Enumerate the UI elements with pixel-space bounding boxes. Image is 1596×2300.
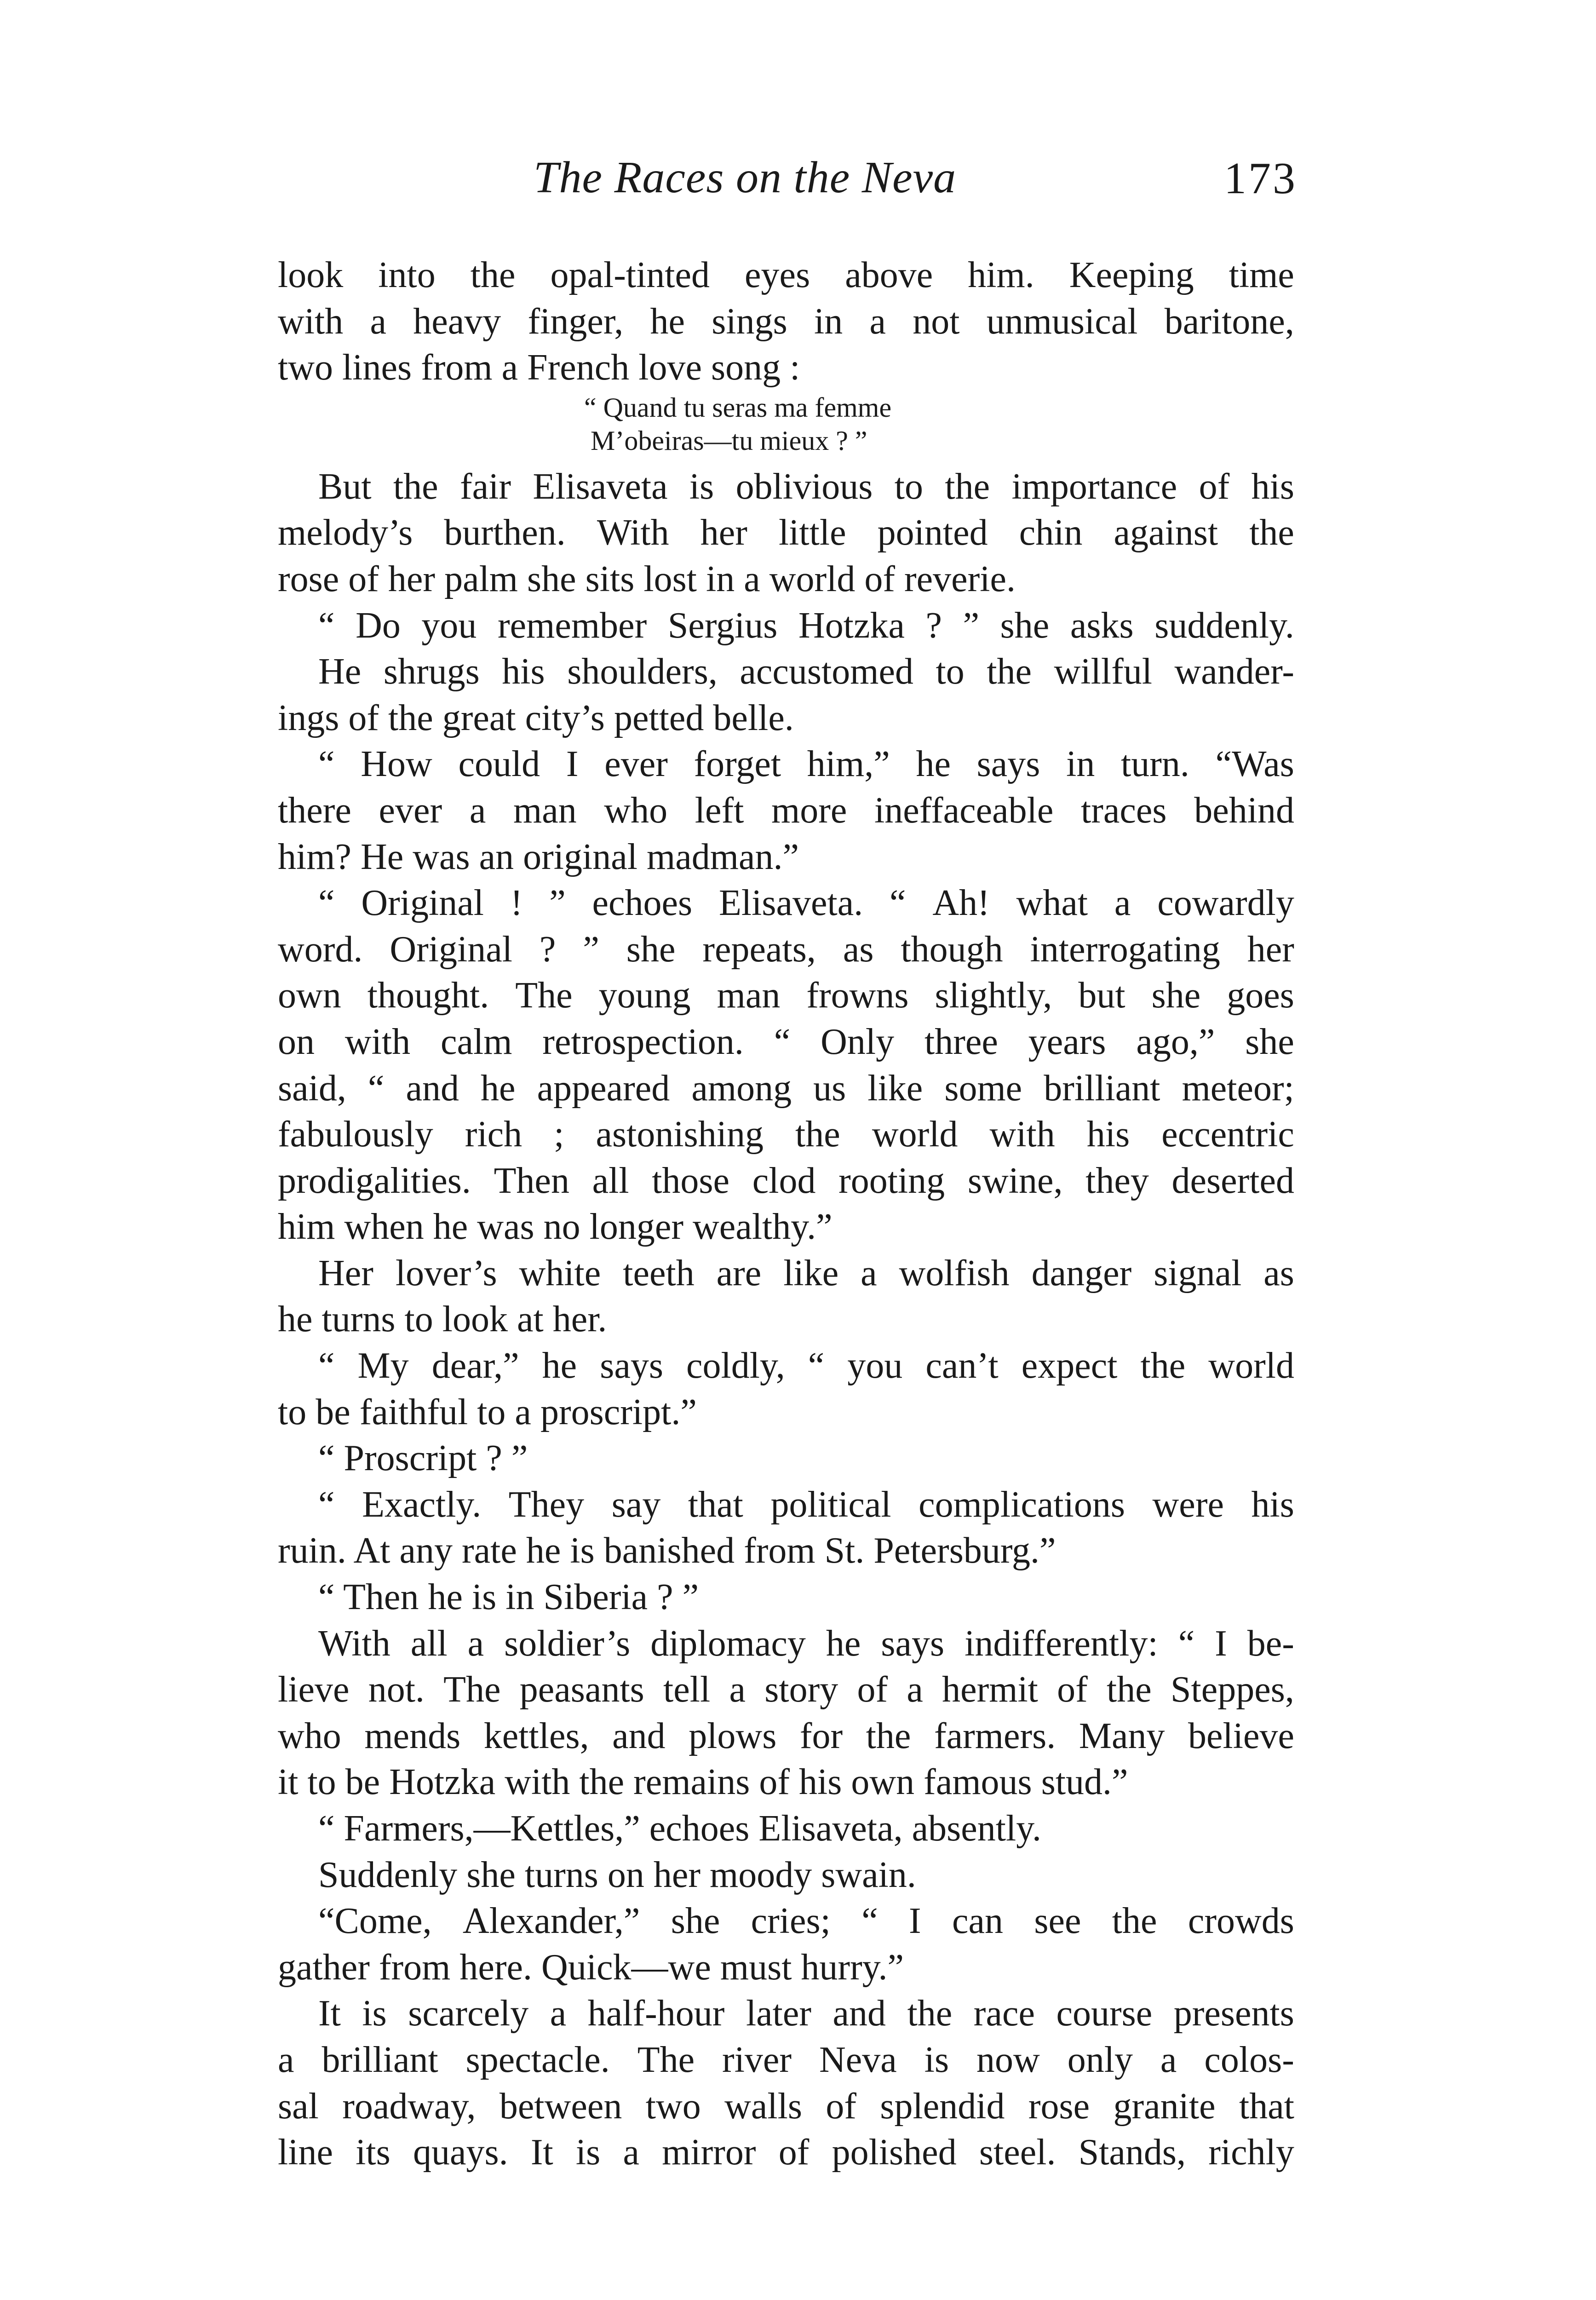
body-text [278, 252, 1294, 2176]
text-line: two lines from a French love song : [278, 347, 800, 388]
text-line: own thought. The young man frowns slightly, but she goes [278, 975, 1294, 1016]
text-line: “ Proscript ? ” [318, 1438, 528, 1479]
text-line: who mends kettles, and plows for the farmers. Many believe [278, 1715, 1294, 1756]
text-line: word. Original ? ” she repeats, as though interrogating her [278, 929, 1294, 970]
text-line: It is scarcely a half-hour later and the race course presents [318, 1993, 1294, 2034]
text-line: him? He was an original madman.” [278, 836, 799, 877]
text-line: ings of the great city’s petted belle. [278, 697, 794, 738]
text-line: prodigalities. Then all those clod rooting swine, they deserted [278, 1160, 1294, 1201]
text-line: on with calm retrospection. “ Only three years ago,” she [278, 1021, 1294, 1062]
text-line: “ Do you remember Sergius Hotzka ? ” she asks suddenly. [318, 605, 1294, 646]
text-line: “ Farmers,—Kettles,” echoes Elisaveta, absently. [318, 1808, 1042, 1849]
verse-line: M’obeiras—tu mieux ? ” [591, 425, 867, 456]
text-line: Suddenly she turns on her moody swain. [318, 1854, 916, 1895]
text-line: “ Then he is in Siberia ? ” [318, 1577, 699, 1618]
running-head [276, 152, 1297, 216]
text-line: “ Exactly. They say that political complications were his [318, 1484, 1294, 1525]
verse-line: “ Quand tu seras ma femme [584, 392, 892, 423]
text-line: “ My dear,” he says coldly, “ you can’t expect the world [318, 1346, 1294, 1386]
text-line: with a heavy finger, he sings in a not unmusical baritone, [278, 301, 1294, 342]
running-title: The Races on the Neva [534, 153, 957, 202]
text-line: it to be Hotzka with the remains of his own famous stud.” [278, 1762, 1128, 1803]
text-line: rose of her palm she sits lost in a world of reverie. [278, 558, 1016, 599]
text-line: ruin. At any rate he is banished from St. Petersburg.” [278, 1530, 1056, 1571]
text-line: With all a soldier’s diplomacy he says indifferently: “ I be- [318, 1623, 1294, 1664]
text-line: him when he was no longer wealthy.” [278, 1207, 832, 1248]
page-number: 173 [1224, 154, 1297, 203]
text-line: to be faithful to a proscript.” [278, 1392, 697, 1432]
text-line: fabulously rich ; astonishing the world with his eccentric [278, 1114, 1294, 1155]
text-line: gather from here. Quick—we must hurry.” [278, 1947, 904, 1988]
text-line: said, “ and he appeared among us like some brilliant meteor; [278, 1068, 1294, 1109]
text-line: “ How could I ever forget him,” he says in turn. “Was [318, 744, 1294, 785]
text-line: He shrugs his shoulders, accustomed to the willful wander- [318, 651, 1294, 692]
text-line: sal roadway, between two walls of splendid rose granite that [278, 2086, 1294, 2127]
text-line: line its quays. It is a mirror of polished steel. Stands, richly [278, 2132, 1294, 2173]
text-line: he turns to look at her. [278, 1299, 607, 1340]
text-line: “Come, Alexander,” she cries; “ I can see the crowds [318, 1901, 1294, 1942]
text-line: there ever a man who left more ineffaceable traces behind [278, 790, 1294, 831]
text-line: Her lover’s white teeth are like a wolfish danger signal as [318, 1253, 1294, 1294]
text-line: look into the opal-tinted eyes above him. Keeping time [278, 255, 1294, 295]
text-line: “ Original ! ” echoes Elisaveta. “ Ah! what a cowardly [318, 883, 1294, 924]
text-line: melody’s burthen. With her little pointed chin against the [278, 512, 1294, 553]
text-line: a brilliant spectacle. The river Neva is now only a colos- [278, 2039, 1294, 2080]
text-line: But the fair Elisaveta is oblivious to the importance of his [318, 466, 1294, 507]
text-line: lieve not. The peasants tell a story of a hermit of the Steppes, [278, 1669, 1294, 1710]
